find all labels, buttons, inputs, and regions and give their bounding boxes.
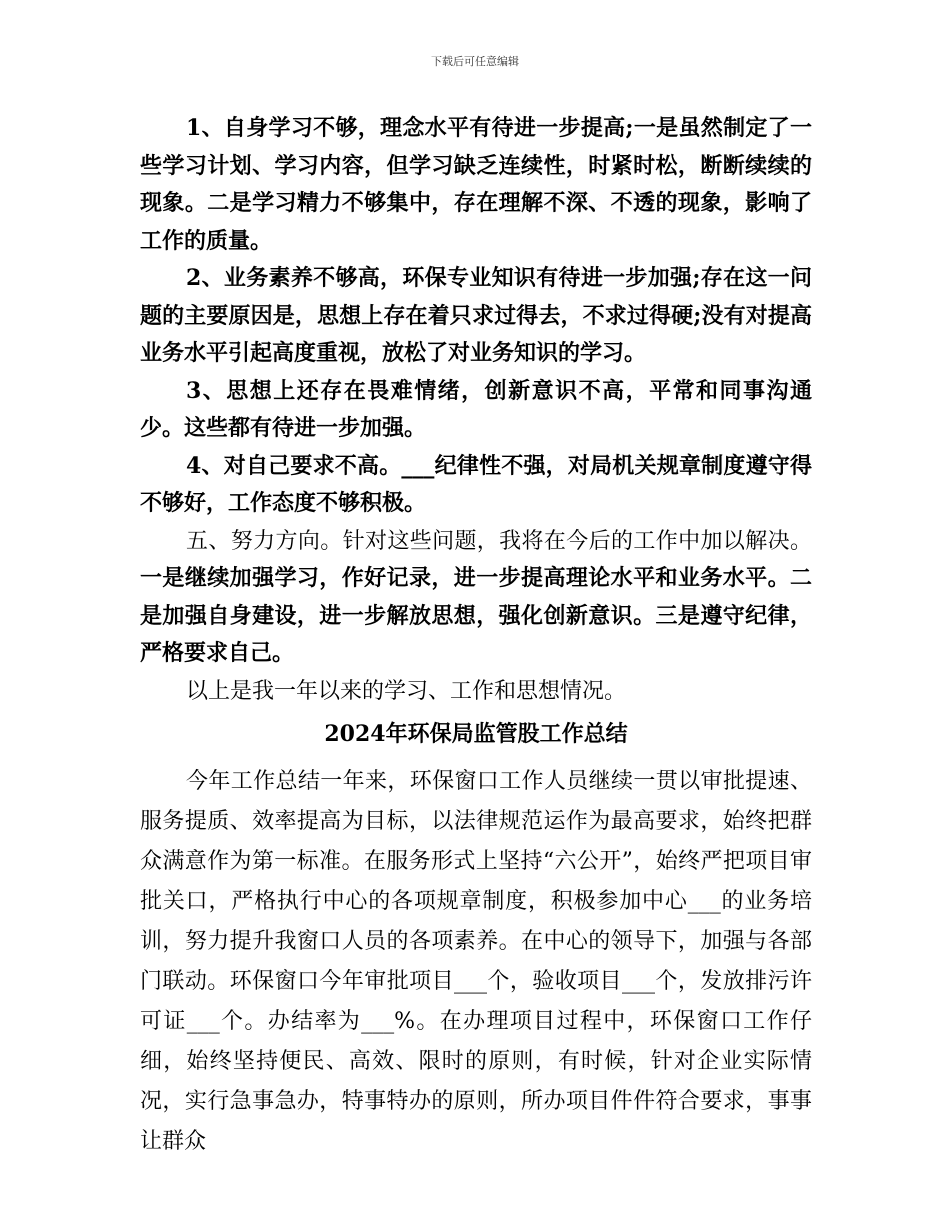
direction-paragraph <box>140 523 812 673</box>
closing-paragraph: 以上是我一年以来的学习、工作和思想情况。 <box>186 678 627 704</box>
summary-paragraph: 今年工作总结一年来，环保窗口工作人员继续一贯以审批提速、服务提质、效率提高为目标，以法律规范运作为最高要求，始终把群众满意作为第一标准。在服务形式上坚持“六公开”，始终严把项目审批关口，严格执行中心的各项规章制度，积极参加中心___的业务培训，努力提升我窗口人员的各项素养。在中心的领导下，加强与各部门联动。环保窗口今年审批项目___个，验收项目___个，发放排污许可证___个。办结率为___%。在办理项目过程中，环保窗口工作仔细，始终坚持便民、高效、限时的原则，有时候，针对企业实际情况，实行急事急办，特事特办的原则，所办项目件件符合要求，事事让群众 <box>140 768 812 1154</box>
page-header: 下载后可任意编辑 <box>431 55 519 68</box>
section-title: 2024年环保局监管股工作总结 <box>324 721 628 747</box>
summary-section <box>140 762 812 1162</box>
problem-item-1: 1、自身学习不够，理念水平有待进一步提高;一是虽然制定了一些学习计划、学习内容，但学习缺乏连续性，时紧时松，断断续续的现象。二是学习精力不够集中，存在理解不深、不透的现象，影响了工作的质量。 <box>140 115 812 254</box>
problem-item-4: 4、对自己要求不高。___纪律性不强，对局机关规章制度遵守得不够好，工作态度不够积极。 <box>140 452 812 516</box>
direction-body: 一是继续加强学习，作好记录，进一步提高理论水平和业务水平。二是加强自身建设，进一步解放思想，强化创新意识。三是遵守纪律，严格要求自己。 <box>140 565 812 666</box>
document-body <box>140 110 812 1162</box>
problem-item-2: 2、业务素养不够高，环保专业知识有待进一步加强;存在这一问题的主要原因是，思想上存在着只求过得去，不求过得硬;没有对提高业务水平引起高度重视，放松了对业务知识的学习。 <box>140 265 812 366</box>
direction-intro: 五、努力方向。针对这些问题，我将在今后的工作中加以解决。 <box>186 528 812 554</box>
problem-item-3: 3、思想上还存在畏难情绪，创新意识不高，平常和同事沟通少。这些都有待进一步加强。 <box>140 377 812 441</box>
